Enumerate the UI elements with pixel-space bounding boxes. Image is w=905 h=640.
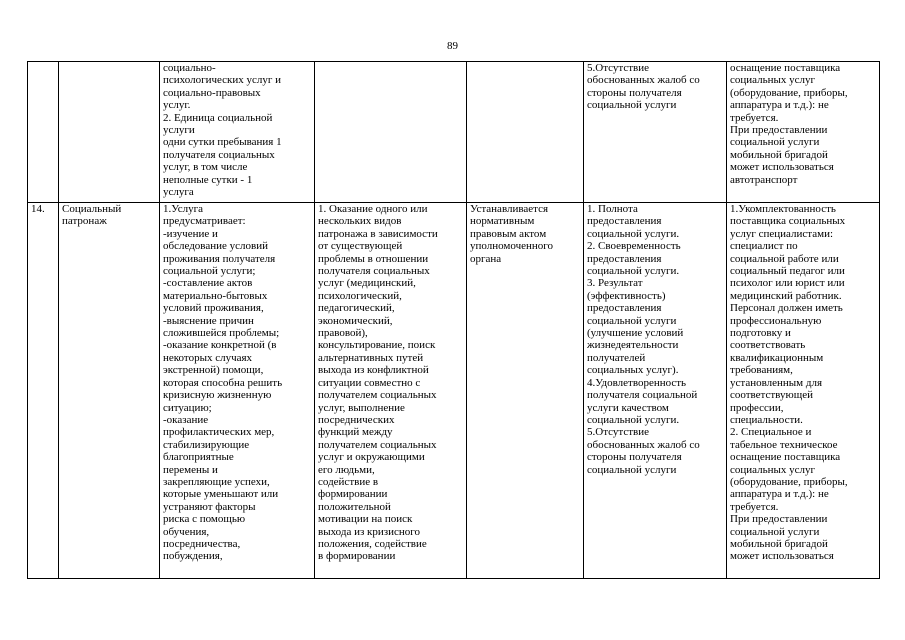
tariff-cell: Устанавливается нормативным правовым актом уполномоченного органа (467, 203, 584, 579)
page-number: 89 (447, 40, 458, 52)
service-description-cell (315, 62, 467, 203)
provision-conditions-cell: 1.Укомплектованность поставщика социальных услуг специалистами: специалист по социальной работе или социальный педагог или психолог или юрист или медицинский работник. Персонал должен иметь профессиональную подготовку и соответствовать квалификационным требованиям, установленным для соответствующей профессии, специальности. 2. Специальное и табельное техническое оснащение поставщика социальных услуг (оборудование, приборы, аппаратура и т.д.): не требуется. При предоставлении социальной услуги мобильной бригадой может использоваться (727, 203, 880, 579)
service-content-cell: социально- психологических услуг и социально-правовых услуг. 2. Единица социальной услуги одни сутки пребывания 1 получателя социальных услуг, в том числе неполные сутки - 1 услуга (160, 62, 315, 203)
table-row (28, 203, 880, 579)
service-content-cell: 1.Услуга предусматривает: -изучение и обследование условий проживания получателя социальной услуги; -составление актов материально-бытовых условий проживания, -выяснение причин сложившейся проблемы; -оказание конкретной (в некоторых случаях экстренной) помощи, которая способна решить кризисную жизненную ситуацию; -оказание профилактических мер, стабилизирующие благоприятные перемены и закрепляющие успехи, которые уменьшают или устраняют факторы риска с помощью обучения, посредничества, побуждения, (160, 203, 315, 579)
table-row (28, 62, 880, 203)
row-number-cell (28, 62, 59, 203)
row-number-cell: 14. (28, 203, 59, 579)
services-table (27, 61, 880, 579)
quality-indicators-cell: 5.Отсутствие обоснованных жалоб со стороны получателя социальной услуги (584, 62, 727, 203)
service-description-cell: 1. Оказание одного или нескольких видов патронажа в зависимости от существующей проблемы в отношении получателя социальных услуг (медицинский, психологический, педагогический, экономический, правовой), консультирование, поиск альтернативных путей выхода из конфликтной ситуации совместно с получателем социальных услуг, выполнение посреднических функций между получателем социальных услуг и окружающими его людьми, содействие в формировании положительной мотивации на поиск выхода из кризисного положения, содействие в формировании (315, 203, 467, 579)
provision-conditions-cell: оснащение поставщика социальных услуг (оборудование, приборы, аппаратура и т.д.): не требуется. При предоставлении социальной услуги мобильной бригадой может использоваться автотранспорт (727, 62, 880, 203)
service-name-cell (59, 62, 160, 203)
quality-indicators-cell: 1. Полнота предоставления социальной услуги. 2. Своевременность предоставления социальной услуги. 3. Результат (эффективность) предоставления социальной услуги (улучшение условий жизнедеятельности получателей социальных услуг). 4.Удовлетворенность получателя социальной услуги качеством социальной услуги. 5.Отсутствие обоснованных жалоб со стороны получателя социальной услуги (584, 203, 727, 579)
service-name-cell: Социальный патронаж (59, 203, 160, 579)
tariff-cell (467, 62, 584, 203)
